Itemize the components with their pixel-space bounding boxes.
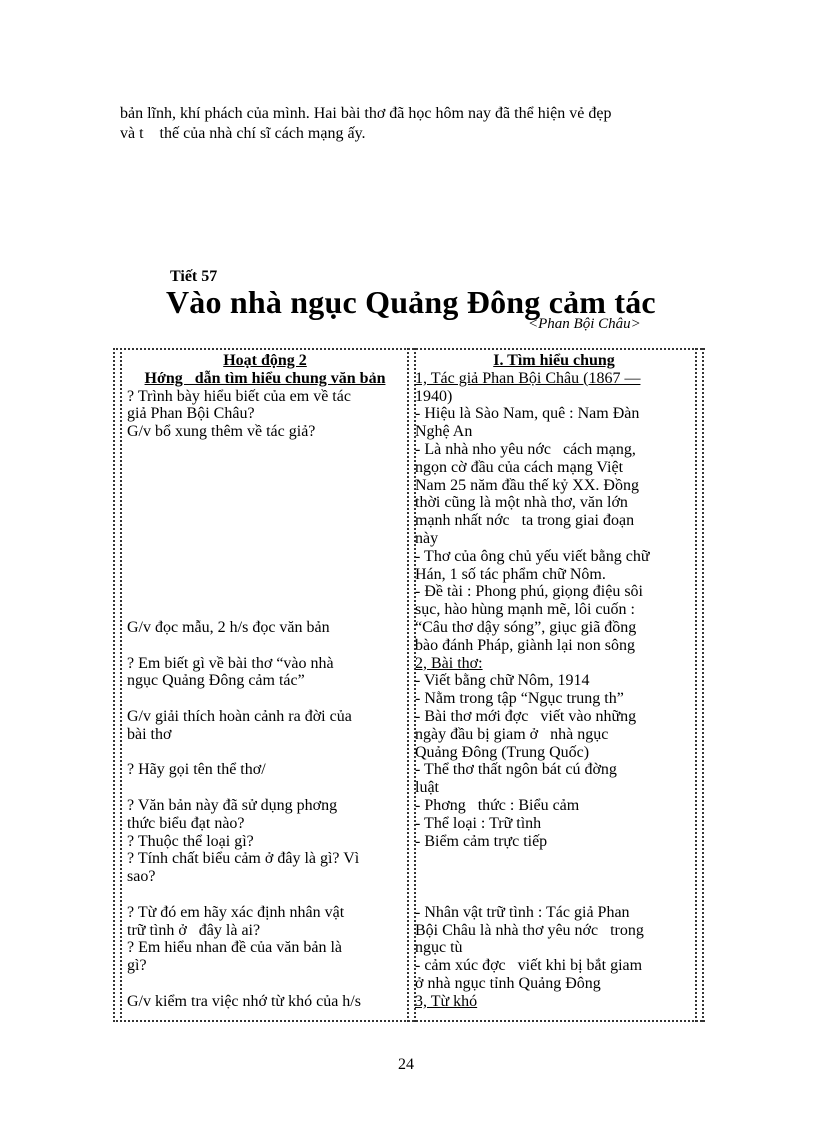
text-line [127, 494, 403, 512]
text-line [127, 441, 403, 459]
content-lines [415, 370, 693, 1011]
text-line [127, 601, 403, 619]
table-border-v5 [695, 348, 697, 1022]
table-border-v6 [702, 348, 704, 1022]
text-line [415, 886, 693, 904]
text-line [127, 477, 403, 495]
table-border-v2 [120, 348, 122, 1022]
text-line: mạnh nhất nớc ta trong giai đoạn [415, 512, 635, 530]
text-line: 2, Bài thơ: [415, 654, 483, 672]
text-line [127, 512, 403, 530]
text-line: - cảm xúc đợc viết khi bị bắt giam [415, 957, 643, 975]
table-top-border [113, 348, 705, 350]
text-line [127, 459, 403, 477]
intro-line-1: bản lĩnh, khí phách của mình. Hai bài thơ đã học hôm nay đã thể hiện vẻ đẹp [120, 105, 612, 122]
text-line [127, 530, 403, 548]
text-line: - Đề tài : Phong phú, giọng điệu sôi [415, 583, 643, 601]
text-line: giả Phan Bội Châu? [127, 405, 255, 423]
content-column [415, 352, 693, 1010]
text-line [127, 975, 403, 993]
text-line [127, 886, 403, 904]
text-line: thời cũng là một nhà thơ, văn lớn [415, 494, 628, 512]
text-line: - Là nhà nho yêu nớc cách mạng, [415, 440, 636, 458]
text-line: này [415, 529, 439, 547]
text-line: thức biểu đạt nào? [127, 814, 245, 832]
text-line: ? Thuộc thể loại gì? [127, 832, 254, 850]
text-line: “Câu thơ dậy sóng”, giục giã đồng [415, 618, 637, 636]
text-line: ? Em hiểu nhan đề của văn bản là [127, 939, 343, 957]
text-line: G/v giải thích hoàn cảnh ra đời của [127, 707, 352, 725]
text-line [127, 744, 403, 762]
activity-subheader: Hớng dẫn tìm hiểu chung văn bản [144, 369, 386, 387]
text-line [127, 583, 403, 601]
activity-lines [127, 388, 403, 1011]
text-line: ở nhà ngục tỉnh Quảng Đông [415, 974, 601, 992]
lesson-author: <Phan Bội Châu> [528, 316, 641, 332]
text-line: Nghệ An [415, 423, 473, 441]
text-line: trữ tình ở đây là ai? [127, 921, 261, 939]
text-line: Quảng Đông (Trung Quốc) [415, 743, 590, 761]
activity-header: Hoạt động 2 [223, 352, 307, 369]
intro-paragraph [120, 104, 710, 144]
table-border-v3 [407, 348, 409, 1022]
text-line [127, 690, 403, 708]
text-line: bài thơ [127, 725, 172, 743]
text-line: sao? [127, 868, 156, 886]
activity-column [127, 352, 403, 1010]
text-line: luật [415, 779, 439, 797]
text-line [127, 548, 403, 566]
text-line [415, 850, 693, 868]
text-line: bào đánh Pháp, giành lại non sông [415, 636, 635, 654]
text-line: ? Văn bản này đã sử dụng phơng [127, 796, 338, 814]
text-line: ? Từ đó em hãy xác định nhân vật [127, 903, 345, 921]
text-line: - Biểm cảm trực tiếp [415, 832, 548, 850]
text-line: - Nhân vật trữ tình : Tác giả Phan [415, 903, 630, 921]
table-bottom-border [113, 1020, 705, 1022]
text-line: 3, Từ khó [415, 992, 478, 1010]
text-line [127, 637, 403, 655]
text-line: ngục tù [415, 939, 463, 957]
text-line: G/v bổ xung thêm về tác giả? [127, 423, 316, 441]
page-number: 24 [398, 1056, 414, 1073]
text-line: - Phơng thức : Biểu cảm [415, 796, 580, 814]
text-line: - Thơ của ông chủ yếu viết bằng chữ [415, 547, 650, 565]
text-line: - Hiệu là Sào Nam, quê : Nam Đàn [415, 405, 640, 423]
lesson-number: Tiết 57 [170, 268, 218, 285]
text-line: - Nằm trong tập “Ngục trung th” [415, 690, 624, 708]
text-line: - Thể thơ thất ngôn bát cú đờng [415, 761, 617, 779]
text-line: Hán, 1 số tác phẩm chữ Nôm. [415, 565, 606, 583]
text-line: G/v đọc mẫu, 2 h/s đọc văn bản [127, 618, 330, 636]
text-line: ? Em biết gì về bài thơ “vào nhà [127, 654, 334, 672]
text-line: ? Hãy gọi tên thể thơ/ [127, 761, 266, 779]
text-line: - Thể loại : Trữ tình [415, 814, 542, 832]
text-line: - Viết bằng chữ Nôm, 1914 [415, 672, 590, 690]
intro-line-2: và t thế của nhà chí sĩ cách mạng ấy. [120, 125, 366, 142]
text-line: ngọn cờ đầu của cách mạng Việt [415, 458, 624, 476]
text-line: ? Tính chất biểu cảm ở đây là gì? Vì [127, 850, 360, 868]
text-line: ngày đầu bị giam ở nhà ngục [415, 725, 609, 743]
text-line: ? Trình bày hiểu biết của em về tác [127, 387, 351, 405]
text-line [127, 779, 403, 797]
text-line: - Bài thơ mới đợc viết vào những [415, 707, 637, 725]
text-line: sục, hào hùng mạnh mẽ, lôi cuốn : [415, 601, 635, 619]
lesson-table [113, 348, 705, 1022]
text-line: 1940) [415, 387, 453, 405]
content-header: I. Tìm hiểu chung [493, 352, 615, 369]
text-line: ngục Quảng Đông cảm tác” [127, 672, 305, 690]
text-line: G/v kiểm tra việc nhớ từ khó của h/s [127, 992, 361, 1010]
text-line: gì? [127, 957, 147, 975]
text-line: Nam 25 năm đầu thế kỷ XX. Đồng [415, 476, 639, 494]
text-line: Bội Châu là nhà thơ yêu nớc trong [415, 921, 644, 939]
text-line [415, 868, 693, 886]
text-line: 1, Tác giả Phan Bội Châu (1867 — [415, 369, 641, 387]
lesson-title: Vào nhà ngục Quảng Đông cảm tác [166, 284, 656, 320]
table-border-v1 [113, 348, 115, 1022]
text-line [127, 566, 403, 584]
